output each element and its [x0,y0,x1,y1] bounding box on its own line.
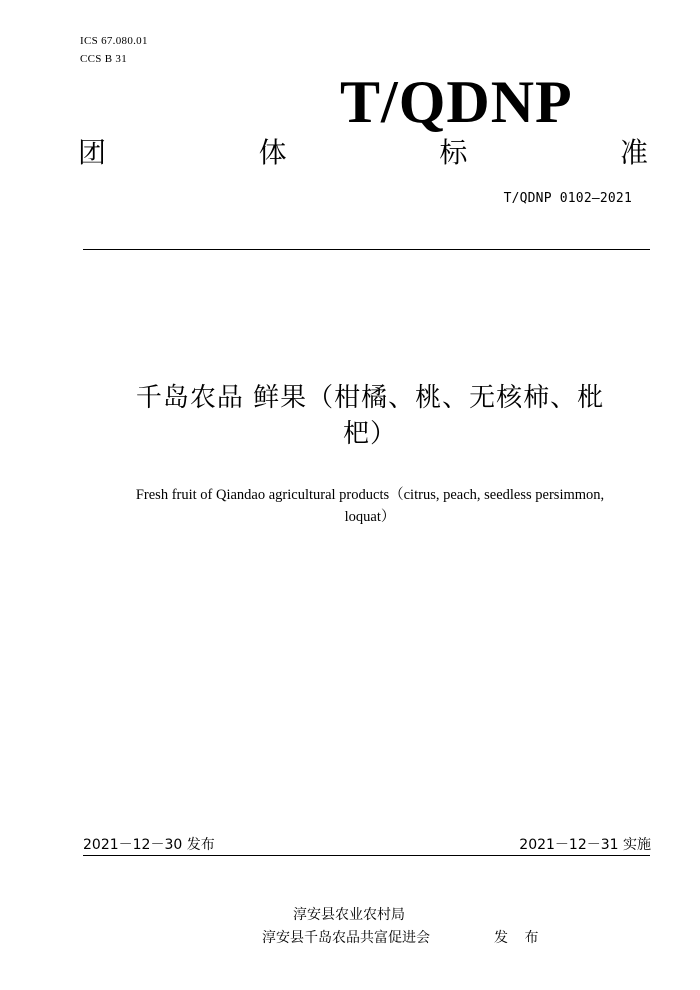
top-divider [83,249,650,250]
standard-type-char: 体 [258,136,287,169]
standard-type-char: 团 [78,136,107,169]
chinese-title [80,380,660,452]
standard-type-heading [78,136,648,170]
bottom-divider [83,855,650,856]
standard-type-char: 准 [619,136,648,169]
standard-number: T/QDNP 0102—2021 [503,191,632,206]
implementation-date: 2021－12－31 实施 [519,837,651,853]
publisher-2: 淳安县千岛农品共富促进会 [262,930,430,946]
english-title-line: Fresh fruit of Qiandao agricultural products（citrus, peach, seedless persimmon, [135,487,605,503]
chinese-title-line: 千岛农品 鲜果（柑橘、桃、无核柿、枇 [135,383,605,413]
publisher-1: 淳安县农业农村局 [293,907,405,923]
publish-action: 发 布 [494,930,545,946]
standard-type-char: 标 [439,136,468,169]
english-title-line: loquat） [344,509,396,525]
issue-date: 2021－12－30 发布 [83,837,215,853]
english-title [90,484,650,528]
organization-code: T/QDNP [340,69,573,135]
ics-code: ICS 67.080.01 [80,35,148,47]
ccs-code: CCS B 31 [80,53,128,65]
chinese-title-line: 杷） [342,419,397,449]
